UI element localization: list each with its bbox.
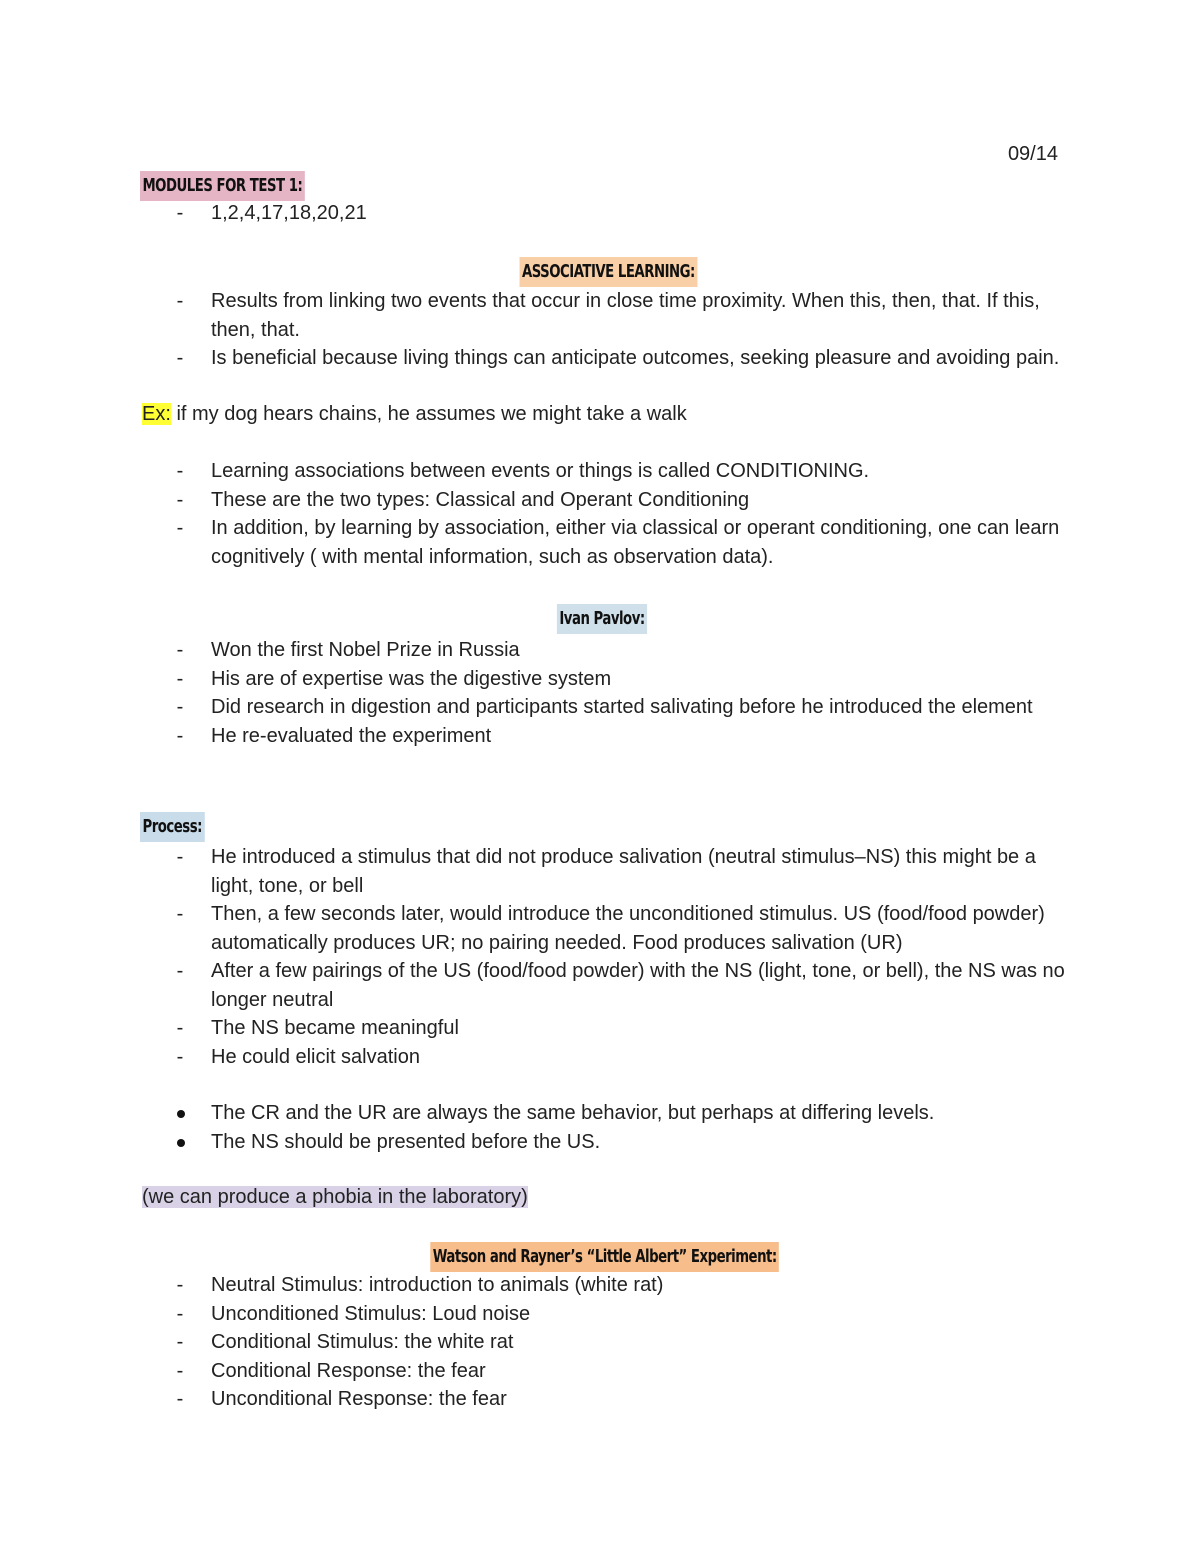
dash-marker: -	[176, 960, 184, 982]
list-item: - Unconditioned Stimulus: Loud noise	[0, 1300, 1071, 1329]
phobia-note: (we can produce a phobia in the laboratory)	[142, 1186, 528, 1208]
associative-heading: ASSOCIATIVE LEARNING:	[520, 257, 698, 287]
list-item: - He could elicit salvation	[0, 1043, 1071, 1072]
list-item: - The NS became meaningful	[0, 1014, 1071, 1043]
dash-marker: -	[176, 517, 184, 539]
dash-marker: -	[176, 903, 184, 925]
modules-list	[0, 199, 1200, 228]
list-item: - Then, a few seconds later, would introduce the unconditioned stimulus. US (food/food powder) automatically produces UR; no pairing needed. Food produces salivation (UR)	[0, 900, 1071, 957]
list-item: - After a few pairings of the US (food/food powder) with the NS (light, tone, or bell), the NS was no longer neutral	[0, 957, 1071, 1014]
dash-marker: -	[176, 1045, 184, 1068]
dash-marker: -	[176, 290, 184, 312]
list-item: - Learning associations between events or things is called CONDITIONING.	[0, 457, 1071, 486]
dash-marker: -	[176, 1302, 184, 1325]
dash-marker: -	[176, 696, 184, 718]
modules-heading: MODULES FOR TEST 1:	[140, 171, 305, 201]
list-item: The CR and the UR are always the same behavior, but perhaps at differing levels.	[0, 1099, 1071, 1128]
dash-marker: -	[176, 1017, 184, 1039]
list-item: - 1,2,4,17,18,20,21	[0, 199, 1071, 228]
list-item: - Conditional Stimulus: the white rat	[0, 1328, 1071, 1357]
example-line	[142, 400, 687, 428]
process-bullets	[0, 1099, 1200, 1156]
list-item: - These are the two types: Classical and Operant Conditioning	[0, 486, 1071, 515]
list-item: - His are of expertise was the digestive system	[0, 665, 1071, 694]
bullet-icon	[177, 1110, 185, 1118]
list-item: The NS should be presented before the US.	[0, 1128, 1071, 1157]
conditioning-list	[0, 457, 1200, 571]
example-text: if my dog hears chains, he assumes we might take a walk	[176, 403, 687, 425]
list-item: - Is beneficial because living things can anticipate outcomes, seeking pleasure and avoiding pain.	[0, 344, 1071, 373]
pavlov-list	[0, 636, 1200, 750]
dash-marker: -	[176, 639, 184, 661]
dash-marker: -	[176, 724, 184, 747]
phobia-note-line	[142, 1183, 528, 1211]
list-item: - He introduced a stimulus that did not produce salivation (neutral stimulus–NS) this might be a light, tone, or bell	[0, 843, 1071, 900]
list-item: - Did research in digestion and participants started salivating before he introduced the element	[0, 693, 1071, 722]
list-item: - Results from linking two events that occur in close time proximity. When this, then, that. If this, then, that.	[0, 287, 1071, 344]
dash-marker: -	[176, 488, 184, 511]
pavlov-heading: Ivan Pavlov:	[557, 604, 647, 634]
date: 09/14	[1007, 143, 1058, 165]
dash-marker: -	[176, 846, 184, 868]
dash-marker: -	[176, 347, 184, 369]
list-item: - In addition, by learning by association, either via classical or operant conditioning, one can learn cognitively ( with mental information, such as observation data).	[0, 514, 1071, 571]
bullet-icon	[177, 1139, 185, 1147]
dash-marker: -	[176, 1274, 184, 1296]
example-label: Ex:	[142, 403, 171, 425]
list-item: - Conditional Response: the fear	[0, 1357, 1071, 1386]
dash-marker: -	[176, 1388, 184, 1410]
dash-marker: -	[176, 667, 184, 690]
albert-list	[0, 1271, 1200, 1414]
dash-marker: -	[176, 1359, 184, 1382]
albert-heading: Watson and Rayner’s “Little Albert” Experiment:	[430, 1242, 779, 1272]
dash-marker: -	[176, 460, 184, 482]
list-item: - Unconditional Response: the fear	[0, 1385, 1071, 1414]
list-item: - Won the first Nobel Prize in Russia	[0, 636, 1071, 665]
list-item: - He re-evaluated the experiment	[0, 722, 1071, 751]
process-heading: Process:	[140, 812, 204, 842]
process-list	[0, 843, 1200, 1071]
list-item: - Neutral Stimulus: introduction to animals (white rat)	[0, 1271, 1071, 1300]
associative-list	[0, 287, 1200, 373]
dash-marker: -	[176, 202, 184, 224]
dash-marker: -	[176, 1331, 184, 1353]
